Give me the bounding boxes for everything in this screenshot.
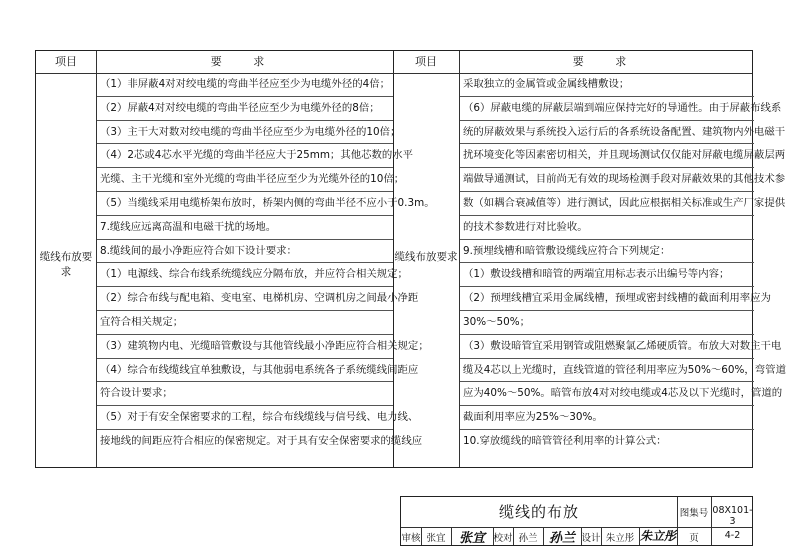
requirement-row: 宜符合相关规定； — [97, 311, 393, 335]
atlas-number: 08X101-3 — [712, 505, 753, 527]
requirement-row: （1）电源线、综合布线系统缆线应分隔布放，并应符合相关规定； — [97, 263, 393, 287]
left-header-requirement: 要 求 — [210, 55, 279, 68]
requirement-row: 截面利用率应为25%～30%。 — [460, 406, 754, 430]
design-label: 设计 — [581, 533, 601, 544]
requirement-row: 应为40%～50%。暗管布放4对对绞电缆或4芯及以下光缆时，管道的 — [460, 382, 754, 406]
check-signature: 孙兰 — [548, 531, 575, 546]
design-signature: 朱立彤 — [639, 529, 676, 543]
atlas-label: 图集号 — [679, 508, 709, 519]
design-name: 朱立彤 — [605, 533, 635, 544]
requirement-row: 8.缆线间的最小净距应符合如下设计要求： — [97, 240, 393, 264]
requirement-row: 的技术参数进行对比验收。 — [460, 216, 754, 240]
left-category-label: 缆线布放要求 — [39, 251, 93, 278]
check-label: 校对 — [493, 533, 513, 544]
requirement-row: （2）综合布线与配电箱、变电室、电梯机房、空调机房之间最小净距 — [97, 287, 393, 311]
right-category-label: 缆线布放要求 — [394, 251, 458, 263]
requirement-row: （3）主干大对数对绞电缆的弯曲半径应至少为电缆外径的10倍； — [97, 121, 393, 145]
requirement-row: 光缆、主干光缆和室外光缆的弯曲半径应至少为光缆外径的10倍； — [97, 168, 393, 192]
requirement-row: （3）敷设暗管宜采用钢管或阻燃聚氯乙烯硬质管。布放大对数主干电 — [460, 335, 754, 359]
requirement-row: 符合设计要求； — [97, 382, 393, 406]
requirement-row: （4）综合布线缆线宜单独敷设，与其他弱电系统各子系统缆线间距应 — [97, 359, 393, 383]
right-header-item: 项目 — [415, 55, 437, 68]
requirement-row: 9.预埋线槽和暗管敷设缆线应符合下列规定： — [460, 240, 754, 264]
requirement-row: 端做导通测试，目前尚无有效的现场检测手段对屏蔽效果的其他技术参 — [460, 168, 754, 192]
requirement-row: 接地线的间距应符合相应的保密规定。对于具有安全保密要求的缆线应 — [100, 434, 423, 447]
title-block — [400, 496, 753, 546]
requirement-row: （4）2芯或4芯水平光缆的弯曲半径应大于25mm；其他芯数的水平 — [97, 144, 393, 168]
right-requirement-list — [460, 73, 786, 453]
requirement-row: 7.缆线应远离高温和电磁干扰的场地。 — [97, 216, 393, 240]
requirement-row: 缆及4芯以上光缆时，直线管道的管径利用率应为50%～60%，弯管道 — [460, 359, 754, 383]
requirement-row: （2）预埋线槽宜采用金属线槽，预埋或密封线槽的截面利用率应为 — [460, 287, 754, 311]
requirement-row: （1）非屏蔽4对对绞电缆的弯曲半径应至少为电缆外径的4倍； — [97, 73, 393, 97]
review-name: 张宜 — [426, 533, 446, 544]
review-signature: 张宜 — [458, 531, 485, 546]
requirement-row: 采取独立的金属管或金属线槽敷设； — [460, 73, 754, 97]
page-number: 4-2 — [724, 530, 741, 541]
review-label: 审核 — [401, 533, 421, 544]
requirement-row: 统的屏蔽效果与系统投入运行后的各系统设备配置、建筑物内外电磁干 — [460, 121, 754, 145]
requirement-row: 10.穿放缆线的暗管管径利用率的计算公式： — [463, 434, 667, 447]
check-name: 孙兰 — [518, 533, 538, 544]
requirement-row: （2）屏蔽4对对绞电缆的弯曲半径应至少为电缆外径的8倍； — [97, 97, 393, 121]
requirement-row: （3）建筑物内电、光缆暗管敷设与其他管线最小净距应符合相关规定； — [97, 335, 393, 359]
requirement-row: （1）敷设线槽和暗管的两端宜用标志表示出编号等内容； — [460, 263, 754, 287]
requirement-row: 数（如耦合衰减值等）进行测试，因此应根据相关标准或生产厂家提供 — [460, 192, 754, 216]
requirement-row: 扰环境变化等因素密切相关，并且现场测试仅仅能对屏蔽电缆屏蔽层两 — [460, 144, 754, 168]
right-header-requirement: 要 求 — [572, 55, 641, 68]
requirement-row: （6）屏蔽电缆的屏蔽层端到端应保持完好的导通性。由于屏蔽布线系 — [460, 97, 754, 121]
drawing-title: 缆线的布放 — [498, 503, 579, 521]
requirement-row: （5）对于有安全保密要求的工程，综合布线缆线与信号线、电力线、 — [97, 406, 393, 430]
requirement-row: （5）当缆线采用电缆桥架布放时，桥架内侧的弯曲半径不应小于0.3m。 — [97, 192, 393, 216]
requirements-table — [35, 50, 786, 468]
left-header-item: 项目 — [55, 55, 77, 68]
requirement-row: 30%～50%； — [460, 311, 754, 335]
page-label: 页 — [689, 533, 699, 544]
